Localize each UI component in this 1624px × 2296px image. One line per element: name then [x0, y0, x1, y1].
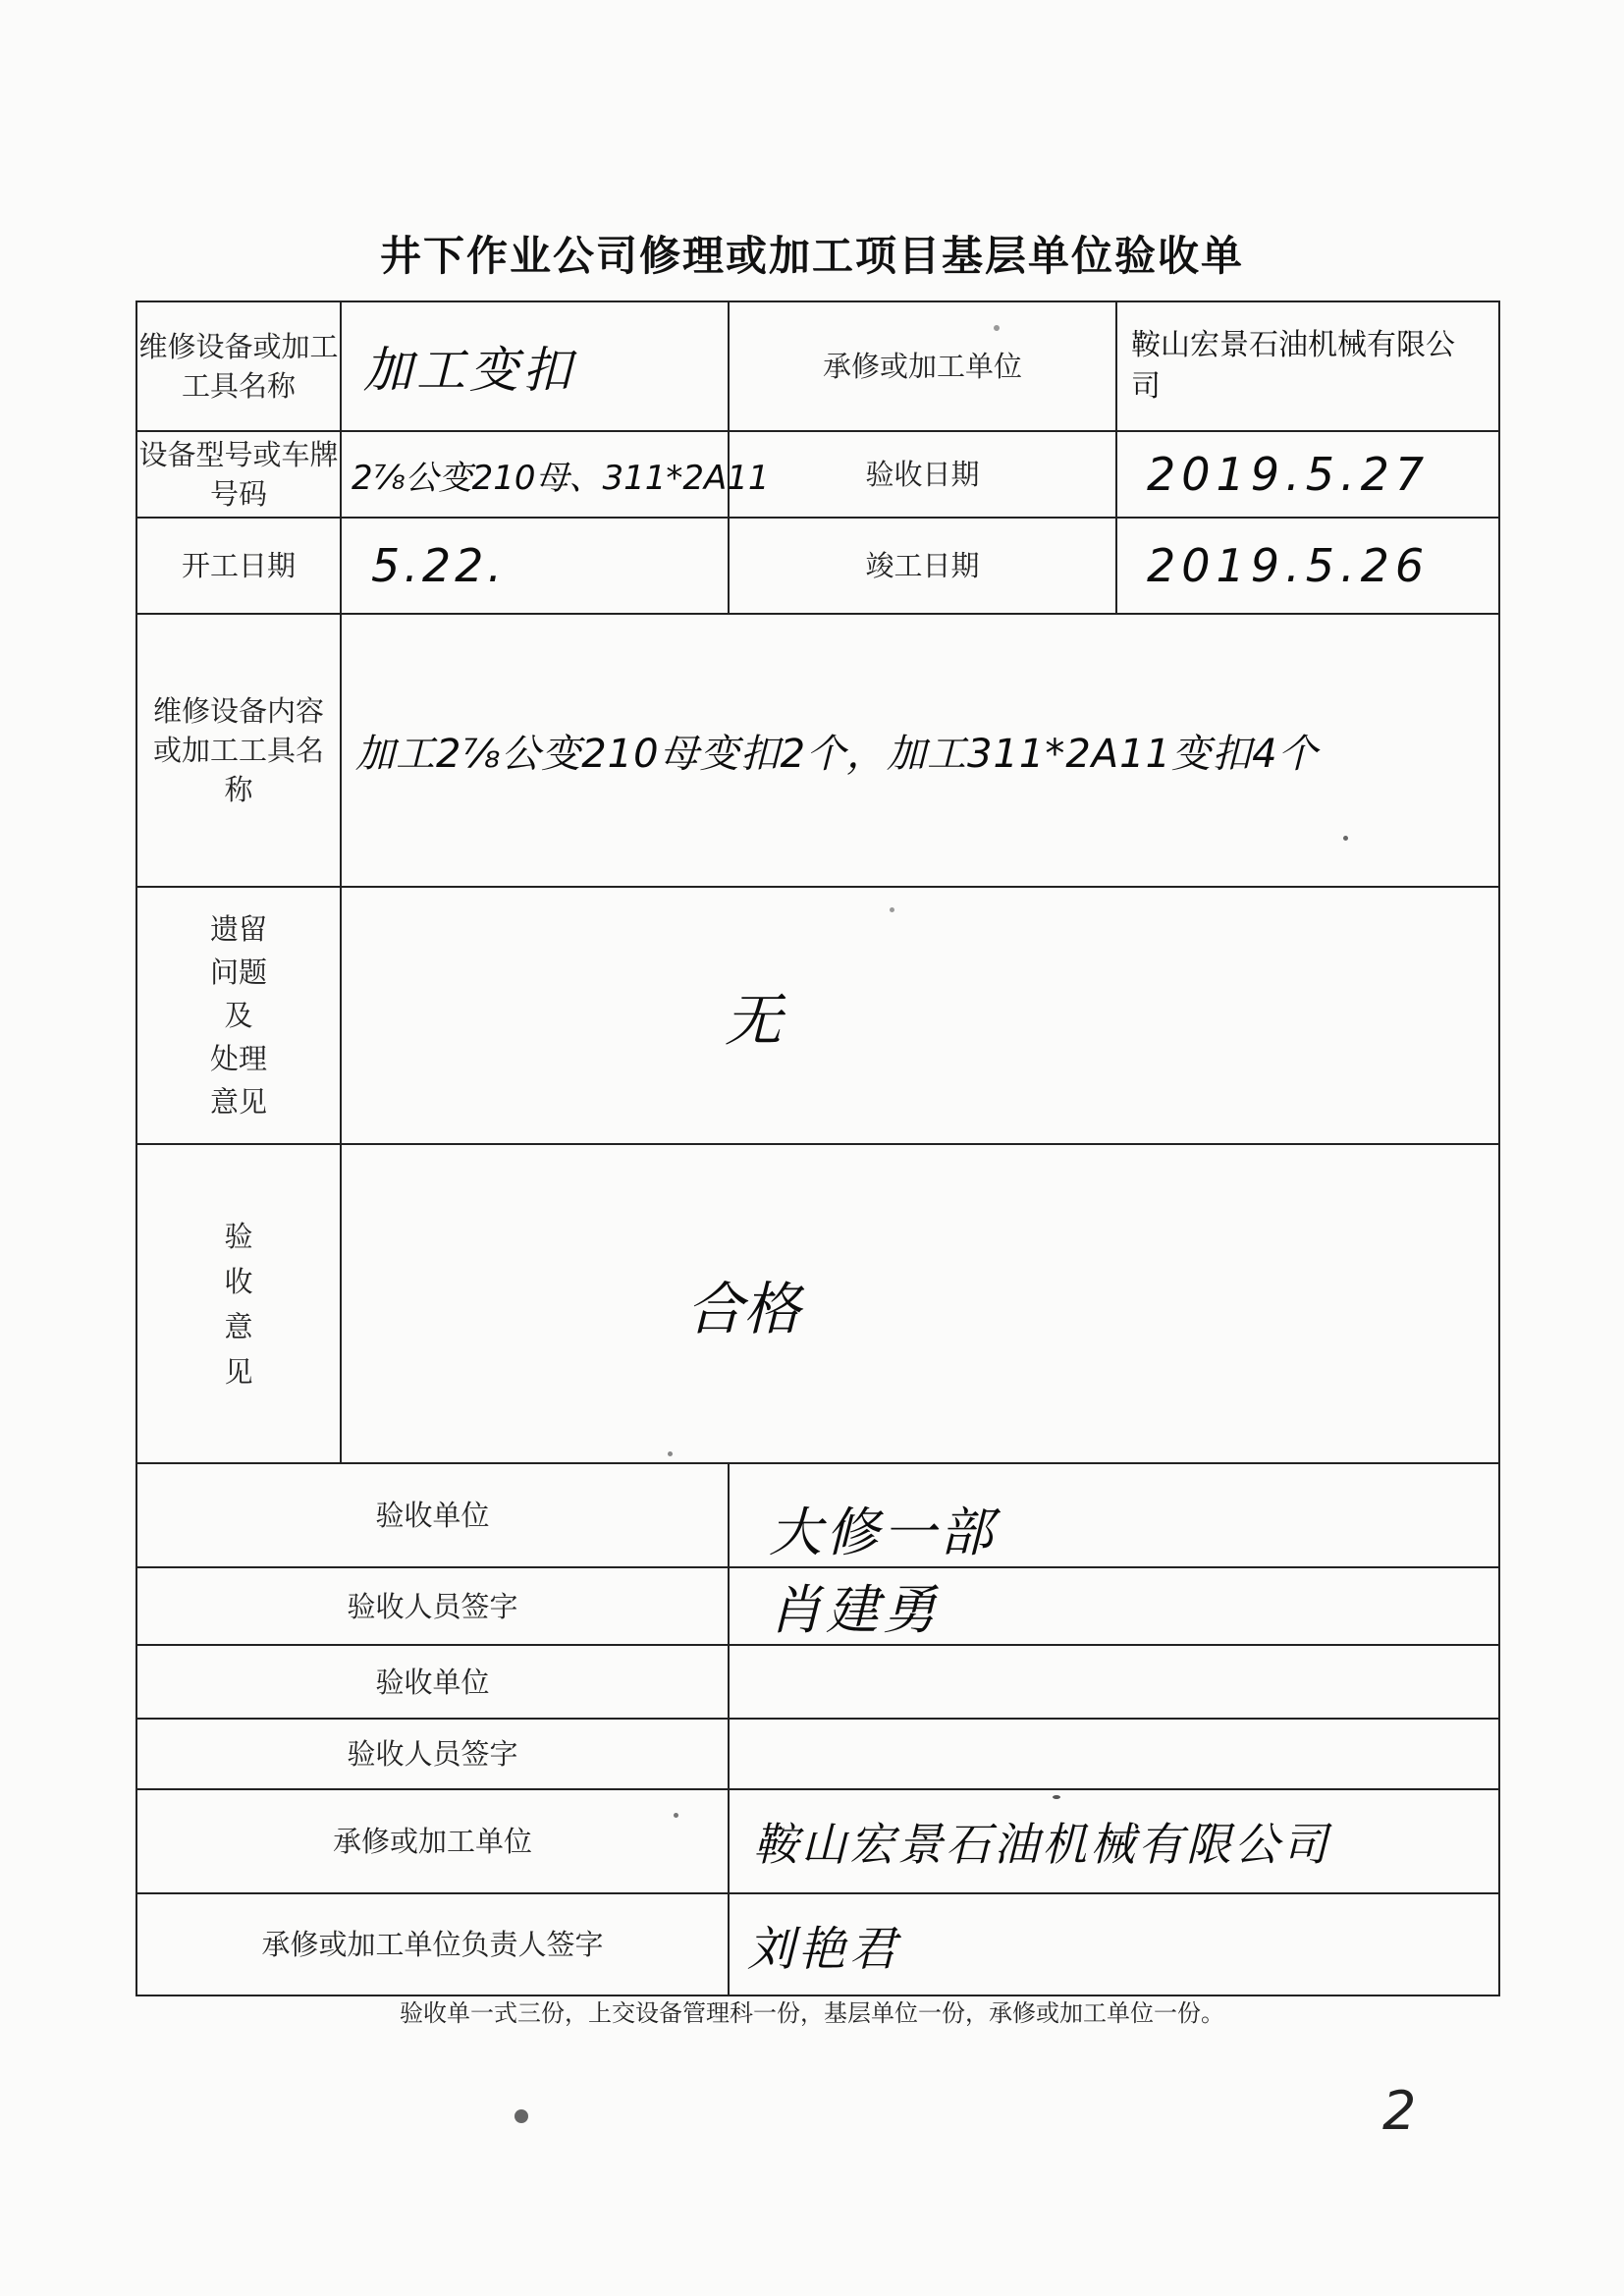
acceptance-signer-label-2: 验收人员签字 — [136, 1719, 729, 1789]
model-number-label: 设备型号或车牌号码 — [136, 431, 341, 518]
acceptance-signer-label-1: 验收人员签字 — [136, 1567, 729, 1645]
remaining-issues-label-line: 问题 — [209, 956, 267, 989]
model-number-value: 2⅞公变210母、311*2A11 — [341, 431, 729, 518]
acceptance-opinion-label-line: 验 — [224, 1219, 253, 1253]
contractor-head-value: 刘艳君 — [729, 1893, 1499, 1995]
row-model-number — [136, 431, 1499, 518]
row-content — [136, 614, 1499, 887]
row-acceptance-signer-2 — [136, 1719, 1499, 1789]
row-acceptance-unit-2 — [136, 1645, 1499, 1719]
remaining-issues-label-line: 处理 — [209, 1042, 267, 1075]
completion-date-value: 2019.5.26 — [1116, 518, 1499, 614]
contractor-label: 承修或加工单位 — [729, 301, 1116, 431]
row-contractor-head — [136, 1893, 1499, 1995]
equipment-name-value: 加工变扣 — [341, 301, 729, 431]
completion-date-label: 竣工日期 — [729, 518, 1116, 614]
start-date-label: 开工日期 — [136, 518, 341, 614]
start-date-value: 5.22. — [341, 518, 729, 614]
row-dates — [136, 518, 1499, 614]
footer-note: 验收单一式三份，上交设备管理科一份，基层单位一份，承修或加工单位一份。 — [400, 1999, 1224, 2027]
contractor-value: 鞍山宏景石油机械有限公司 — [1116, 301, 1499, 431]
scan-speck — [994, 325, 1000, 331]
contractor-head-label: 承修或加工单位负责人签字 — [136, 1893, 729, 1995]
scan-speck — [890, 907, 894, 912]
scan-speck — [1343, 836, 1348, 841]
acceptance-signer-value-1: 肖建勇 — [729, 1567, 1499, 1645]
acceptance-unit-label-2: 验收单位 — [136, 1645, 729, 1719]
remaining-issues-label-line: 意见 — [209, 1085, 267, 1119]
row-remaining-issues — [136, 887, 1499, 1144]
acceptance-opinion-label-line: 收 — [224, 1264, 253, 1298]
acceptance-date-label: 验收日期 — [729, 431, 1116, 518]
acceptance-opinion-value: 合格 — [341, 1144, 1499, 1463]
row-acceptance-signer-1 — [136, 1567, 1499, 1645]
scan-speck — [674, 1813, 678, 1818]
page-title: 井下作业公司修理或加工项目基层单位验收单 — [379, 232, 1244, 280]
scan-speck — [668, 1451, 673, 1456]
remaining-issues-value: 无 — [341, 887, 1499, 1144]
row-contractor-unit — [136, 1789, 1499, 1893]
acceptance-unit-label-1: 验收单位 — [136, 1463, 729, 1567]
acceptance-date-value: 2019.5.27 — [1116, 431, 1499, 518]
page-number: 2 — [1382, 2080, 1417, 2142]
contractor-unit-value: 鞍山宏景石油机械有限公司 — [729, 1789, 1499, 1893]
equipment-name-label: 维修设备或加工工具名称 — [136, 301, 341, 431]
remaining-issues-label — [136, 887, 341, 1144]
acceptance-signer-value-2 — [729, 1719, 1499, 1789]
scan-speck — [514, 2109, 528, 2123]
acceptance-unit-value-2 — [729, 1645, 1499, 1719]
row-acceptance-unit-1 — [136, 1463, 1499, 1567]
remaining-issues-label-line: 遗留 — [209, 912, 267, 946]
acceptance-form-table — [135, 301, 1500, 1996]
acceptance-opinion-label-line: 见 — [224, 1354, 253, 1389]
content-label: 维修设备内容或加工工具名称 — [136, 614, 341, 887]
content-value: 加工2⅞公变210母变扣2个，加工311*2A11变扣4个 — [341, 614, 1499, 887]
row-acceptance-opinion — [136, 1144, 1499, 1463]
row-equipment-name — [136, 301, 1499, 431]
remaining-issues-label-line: 及 — [224, 999, 253, 1032]
scan-speck — [1053, 1795, 1060, 1799]
acceptance-opinion-label-line: 意 — [224, 1309, 253, 1343]
acceptance-opinion-label — [136, 1144, 341, 1463]
acceptance-unit-value-1: 大修一部 — [729, 1463, 1499, 1567]
contractor-unit-label: 承修或加工单位 — [136, 1789, 729, 1893]
